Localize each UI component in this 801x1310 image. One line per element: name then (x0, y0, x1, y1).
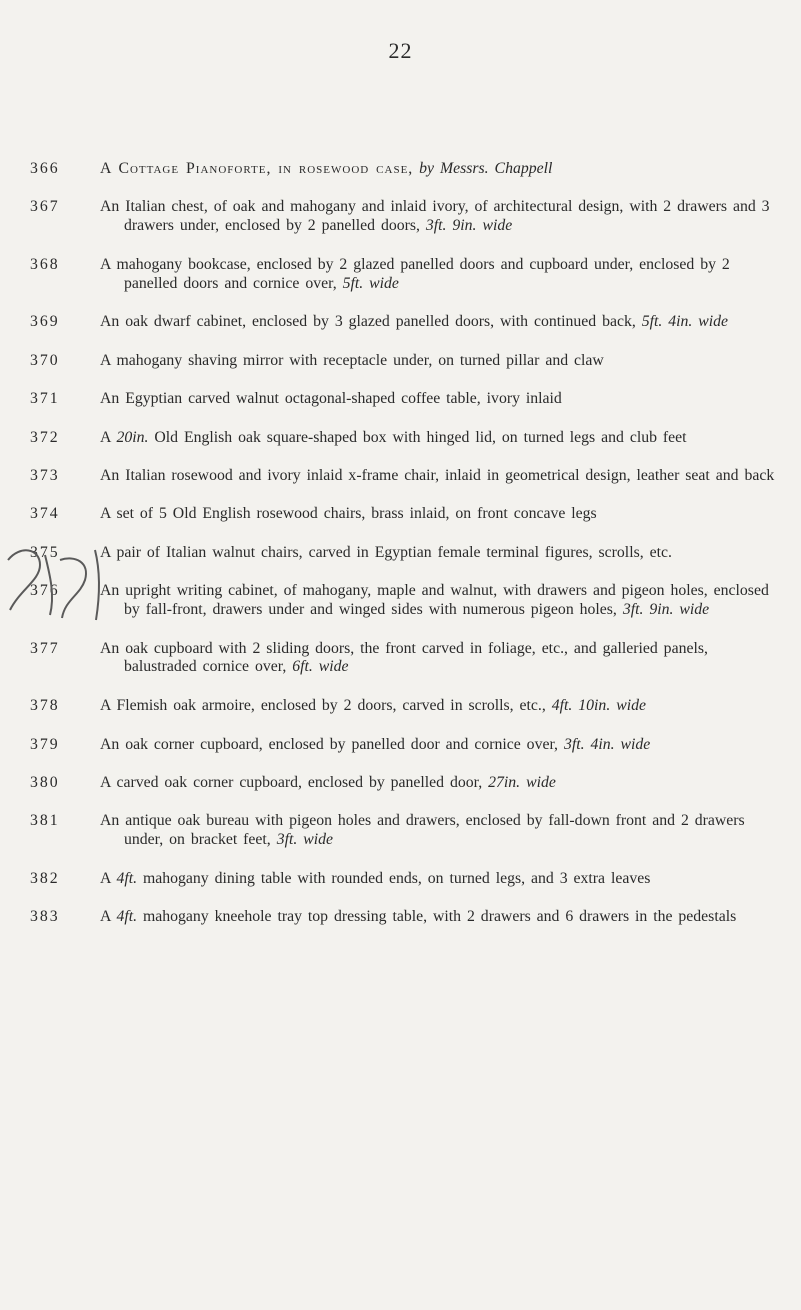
lot-title-caps: A Cottage Pianoforte, in rosewood case, (100, 160, 414, 177)
lot-description: An Italian chest, of oak and mahogany and inlaid ivory, of architectural design, with 2 drawers and 3 drawers under, enclosed by 2 panelled doors, 3ft. 9in. wide (100, 198, 770, 235)
lot-number: 378 (30, 697, 60, 715)
lot-number: 373 (30, 466, 60, 484)
lot-dimensions: 4ft. (116, 908, 138, 926)
lot-number: 376 (30, 582, 60, 600)
lot-number: 382 (30, 869, 60, 887)
lot-entry (30, 697, 780, 716)
lot-number: 375 (30, 543, 60, 561)
lot-entry (30, 870, 780, 889)
lot-dimensions: 5ft. 4in. wide (641, 313, 729, 331)
lot-description: An oak dwarf cabinet, enclosed by 3 glazed panelled doors, with continued back, 5ft. 4in. wide (100, 313, 729, 331)
lot-entry (30, 313, 780, 332)
lot-number: 377 (30, 639, 60, 657)
lot-number: 372 (30, 428, 60, 446)
lot-description: An upright writing cabinet, of mahogany, maple and walnut, with drawers and pigeon holes, enclosed by fall-front, drawers under and winged sides with numerous pigeon holes, 3ft. 9in. wide (100, 582, 769, 619)
lot-number: 371 (30, 390, 60, 408)
lot-entry (30, 467, 780, 486)
lot-number: 369 (30, 313, 60, 331)
lot-entry (30, 736, 780, 755)
lot-dimensions: 27in. wide (488, 773, 556, 791)
lot-description: An antique oak bureau with pigeon holes and drawers, enclosed by fall-down front and 2 drawers under, on bracket feet, 3ft. wide (100, 812, 745, 849)
lot-dimensions: 4ft. (116, 869, 138, 887)
lot-dimensions: 4ft. 10in. wide (551, 697, 646, 715)
pencil-annotation-icon (0, 540, 110, 630)
lot-dimensions: 3ft. 4in. wide (563, 735, 651, 753)
lot-dimensions: 3ft. 9in. wide (425, 217, 513, 235)
lot-number: 379 (30, 735, 60, 753)
lot-entry (30, 256, 780, 294)
lot-number: 367 (30, 198, 60, 216)
lot-description: An Italian rosewood and ivory inlaid x-frame chair, inlaid in geometrical design, leather seat and back (100, 466, 775, 484)
lot-description: A carved oak corner cupboard, enclosed by panelled door, 27in. wide (100, 773, 556, 791)
lot-number: 370 (30, 351, 60, 369)
lot-entry (30, 640, 780, 678)
lot-description: A set of 5 Old English rosewood chairs, brass inlaid, on front concave legs (100, 505, 597, 523)
lot-entry (30, 352, 780, 371)
page-number: 22 (388, 38, 413, 63)
lot-entry (30, 908, 780, 927)
lot-number: 368 (30, 255, 60, 273)
lot-entry (30, 582, 780, 620)
lot-description: A Flemish oak armoire, enclosed by 2 doors, carved in scrolls, etc., 4ft. 10in. wide (100, 697, 646, 715)
lot-description: An oak corner cupboard, enclosed by panelled door and cornice over, 3ft. 4in. wide (100, 735, 651, 753)
lot-number: 380 (30, 773, 60, 791)
lot-description: A 4ft. mahogany kneehole tray top dressing table, with 2 drawers and 6 drawers in the pedestals (100, 908, 737, 926)
lot-description: A 20in. Old English oak square-shaped box with hinged lid, on turned legs and club feet (100, 428, 687, 446)
lot-description: An oak cupboard with 2 sliding doors, the front carved in foliage, etc., and galleried panels, balustraded cornice over, 6ft. wide (100, 639, 708, 676)
lot-entry (30, 390, 780, 409)
lot-entry (30, 429, 780, 448)
lot-entry (30, 160, 780, 179)
lot-description: A pair of Italian walnut chairs, carved in Egyptian female terminal figures, scrolls, etc. (100, 543, 672, 561)
lot-dimensions: 5ft. wide (342, 274, 399, 292)
lot-maker: by Messrs. Chappell (413, 160, 553, 177)
lot-description (100, 160, 780, 179)
lot-number: 383 (30, 908, 60, 926)
lot-entry (30, 198, 780, 236)
lot-description: A mahogany bookcase, enclosed by 2 glazed panelled doors and cupboard under, enclosed by 2 panelled doors and cornice over, 5ft. wide (100, 255, 730, 292)
lot-number: 381 (30, 812, 60, 830)
lot-description: An Egyptian carved walnut octagonal-shaped coffee table, ivory inlaid (100, 390, 562, 408)
lot-dimensions: 6ft. wide (292, 658, 349, 676)
lot-entry (30, 812, 780, 850)
lot-entry (30, 774, 780, 793)
lot-dimensions: 3ft. wide (276, 831, 334, 849)
lot-dimensions: 20in. (116, 428, 149, 446)
lot-number: 366 (30, 160, 60, 177)
lot-entry (30, 544, 780, 563)
lot-number: 374 (30, 505, 60, 523)
lot-description: A 4ft. mahogany dining table with rounded ends, on turned legs, and 3 extra leaves (100, 869, 651, 887)
lot-entry (30, 505, 780, 524)
lot-dimensions: 3ft. 9in. wide (622, 601, 710, 619)
lot-description: A mahogany shaving mirror with receptacle under, on turned pillar and claw (100, 351, 604, 369)
